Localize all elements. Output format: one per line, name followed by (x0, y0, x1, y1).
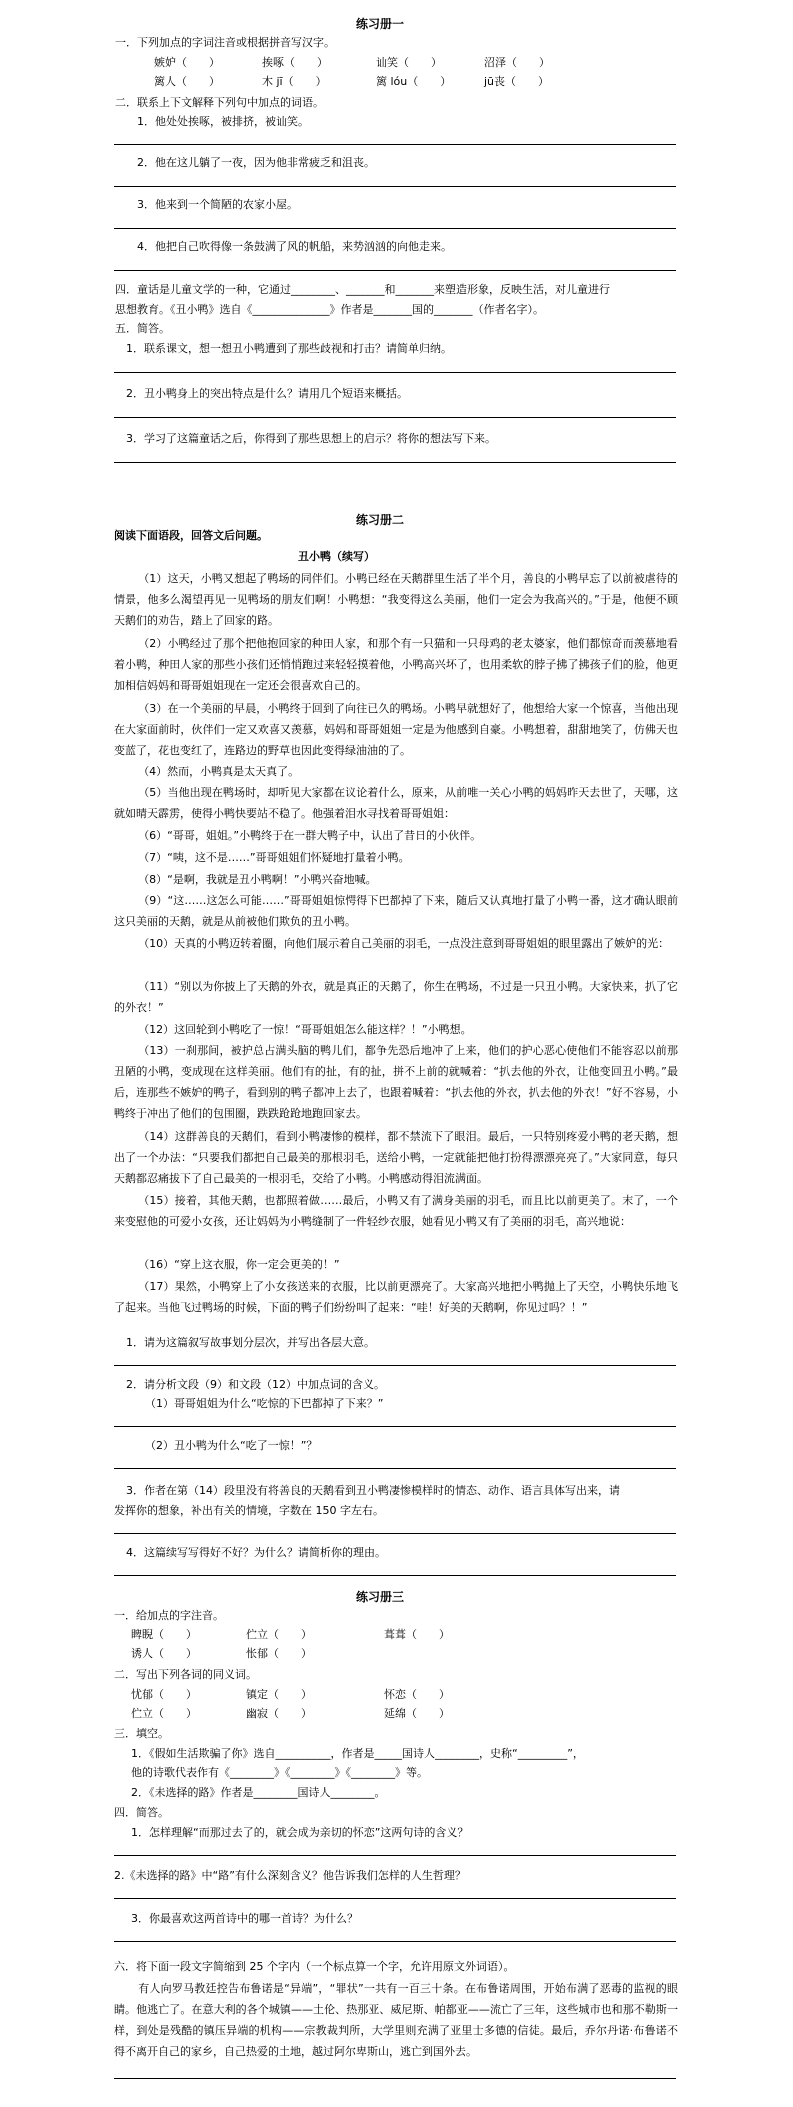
s3-q1-heading: 一．给加点的字注音。 (114, 1609, 224, 1622)
story-paragraph-4: （4）然而，小鸭真是太天真了。 (138, 765, 300, 778)
s2-q2-1: （1）哥哥姐姐为什么“吃惊的下巴都掉了下来？” (145, 1397, 384, 1410)
story-paragraph-10: （10）天真的小鸭迈转着圈，向他们展示着自己美丽的羽毛，一点没注意到哥哥姐姐的眼里露出了嫉妒的光： (138, 937, 670, 950)
story-paragraph-5: （5）当他出现在鸭场时，却听见大家都在议论着什么，原来，从前唯一关心小鸭的妈妈昨天去世了，天哪，这就如晴天霹雳，使得小鸭快要站不稳了。他强着泪水寻找着哥哥姐姐： (114, 786, 678, 820)
s1-q1-item: 篱人（ ） (154, 75, 220, 88)
s1-q2-4: 4．他把自己吹得像一条鼓满了风的帆船，来势汹汹的向他走来。 (137, 240, 452, 253)
s3-q6-heading: 六．将下面一段文字简缩到 25 个字内（一个标点算一个字，允许用原文外词语）。 (114, 1960, 515, 1973)
s2-q2-2: （2）丑小鸭为什么“吃了一惊！”？ (145, 1439, 318, 1452)
s3-q4-heading: 四．简答。 (114, 1806, 169, 1819)
story-paragraph-6: （6）“哥哥，姐姐。”小鸭终于在一群大鸭子中，认出了昔日的小伙伴。 (138, 829, 482, 842)
s1-q1-heading: 一．下列加点的字词注音或根据拼音写汉字。 (115, 36, 335, 49)
answer-line (114, 462, 676, 463)
s2-q2: 2．请分析文段（9）和文段（12）中加点词的含义。 (126, 1378, 385, 1391)
s3-q2-item: 伫立（ ） (131, 1707, 197, 1720)
s1-q1-item: 讪笑（ ） (376, 56, 442, 69)
s3-q3-2: 2．《未选择的路》作者是________国诗人________。 (131, 1786, 386, 1799)
s3-q1-item: 诱人（ ） (131, 1647, 197, 1660)
section2-title: 练习册二 (356, 513, 405, 527)
s3-q3-1b: 他的诗歌代表作有《________》《________》《________》等。 (131, 1766, 428, 1779)
s2-q4: 4．这篇续写写得好不好？为什么？请简析你的理由。 (126, 1546, 386, 1559)
s1-q4-line1: 四．童话是儿童文学的一种，它通过________、_______和_______来塑造形象，反映生活，对儿童进行 (115, 283, 610, 296)
story-paragraph-15: （15）接着，其他天鹅，也都照着做……最后，小鸭又有了满身美丽的羽毛，而且比以前更美了。末了，一个来变慰他的可爱小女孩，还让妈妈为小鸭缝制了一件轻纱衣服，她看见小鸭又有了美丽的羽毛，高兴地说： (114, 1194, 678, 1228)
s1-q5-1: 1．联系课文，想一想丑小鸭遭到了那些歧视和打击？请简单归纳。 (126, 342, 452, 355)
story-paragraph-7: （7）“咦，这不是……”哥哥姐姐们怀疑地打量着小鸭。 (138, 851, 410, 864)
s1-q2-3: 3．他来到一个简陋的农家小屋。 (137, 198, 298, 211)
answer-line (114, 270, 676, 271)
s1-q2-1: 1．他处处挨啄，被排挤，被讪笑。 (137, 115, 309, 128)
answer-line (114, 417, 676, 418)
answer-line (114, 1855, 676, 1856)
story-paragraph-9: （9）“这……这怎么可能……”哥哥姐姐惊愕得下巴都掉了下来，随后又认真地打量了小鸭一番，这才确认眼前这只美丽的天鹅，就是从前被他们欺负的丑小鸭。 (114, 894, 678, 928)
answer-line (114, 228, 676, 229)
section3-title: 练习册三 (356, 1590, 405, 1604)
s3-q4-3: 3．你最喜欢这两首诗中的哪一首诗？为什么？ (131, 1912, 358, 1925)
s3-q2-item: 怀恋（ ） (384, 1688, 450, 1701)
s1-q5-3: 3．学习了这篇童话之后，你得到了那些思想上的启示？将你的想法写下来。 (126, 432, 496, 445)
story-paragraph-17: （17）果然，小鸭穿上了小女孩送来的衣服，比以前更漂亮了。大家高兴地把小鸭抛上了天空，小鸭快乐地飞了起来。当他飞过鸭场的时候，下面的鸭子们纷纷叫了起来：“哇！好美的天鹅啊，你见过吗？！” (114, 1280, 678, 1314)
s2-q3-line2: 发挥你的想象，补出有关的情境，字数在 150 字左右。 (114, 1504, 384, 1517)
s2-q1: 1．请为这篇叙写故事划分层次，并写出各层大意。 (126, 1336, 375, 1349)
story-paragraph-14: （14）这群善良的天鹅们，看到小鸭凄惨的模样，都不禁流下了眼泪。最后，一只特别疼爱小鸭的老天鹅，想出了一个办法：“只要我们都把自己最美的那根羽毛，送给小鸭，一定就能把他打扮得漂漂亮亮了。”大家同意，每只天鹅都忍痛拔下了自己最美的一根羽毛，交给了小鸭。小鸭感动得泪流满面。 (114, 1130, 678, 1185)
s1-q2-2: 2．他在这儿躺了一夜，因为他非常疲乏和沮丧。 (137, 156, 375, 169)
answer-line (114, 186, 676, 187)
answer-line (114, 372, 676, 373)
s3-q4-1: 1．怎样理解“而那过去了的，就会成为亲切的怀恋”这两句诗的含义？ (131, 1826, 469, 1839)
answer-line (114, 2078, 676, 2079)
answer-line (114, 1533, 676, 1534)
answer-line (114, 1365, 676, 1366)
answer-line (114, 1575, 676, 1576)
s3-q1-item: 葺葺（ ） (384, 1628, 450, 1641)
s3-q3-1: 1．《假如生活欺骗了你》选自__________，作者是_____国诗人________，史称“_________”， (131, 1747, 584, 1760)
story-paragraph-2: （2）小鸭经过了那个把他抱回家的种田人家，和那个有一只猫和一只母鸡的老太婆家，他们都惊奇而羡慕地看着小鸭，种田人家的那些小孩们还悄悄跑过来轻轻摸着他，小鸭高兴坏了，也用柔软的脖子拂了拂孩子们的脸，他更加相信妈妈和哥哥姐姐现在一定还会很喜欢自己的。 (114, 637, 678, 692)
story-paragraph-8: （8）“是啊，我就是丑小鸭啊！”小鸭兴奋地喊。 (138, 873, 377, 886)
s1-q1-item: 木 jī（ ） (262, 75, 327, 88)
s3-q6-passage: 有人向罗马教廷控告布鲁诺是“异端”，“罪状”一共有一百三十条。在布鲁诺周围，开始布满了恶毒的监视的眼睛。他逃亡了。在意大利的各个城镇——土伦、热那亚、威尼斯、帕都亚——流亡了三年，这些城市也和那不勒斯一样，到处是残酷的镇压异端的机构——宗教裁判所，大学里则充满了亚里士多德的信徒。最后，乔尔丹诺·布鲁诺不得不离开自己的家乡，自己热爱的土地，越过阿尔卑斯山，逃亡到国外去。 (114, 1982, 678, 2058)
s3-q4-2: 2.《未选择的路》中“路”有什么深刻含义？他告诉我们怎样的人生哲理？ (114, 1869, 466, 1882)
s1-q1-item: 沼泽（ ） (484, 56, 550, 69)
s1-q1-item: 嫉妒（ ） (154, 56, 220, 69)
s1-q1-item: 挨啄（ ） (262, 56, 328, 69)
s2-instruction: 阅读下面语段，回答文后问题。 (114, 529, 268, 542)
s3-q2-item: 镇定（ ） (246, 1688, 312, 1701)
s3-q2-heading: 二．写出下列各词的同义词。 (114, 1668, 257, 1681)
story-title: 丑小鸭（续写） (298, 550, 375, 563)
answer-line (114, 144, 676, 145)
s3-q3-heading: 三．填空。 (114, 1727, 169, 1740)
story-paragraph-12: （12）这回轮到小鸭吃了一惊！“哥哥姐姐怎么能这样？！”小鸭想。 (138, 1023, 472, 1036)
s1-q1-item: 篱 lóu（ ） (376, 75, 452, 88)
s1-q4-line2: 思想教育。《丑小鸭》选自《______________》作者是_______国的_______（作者名字）。 (115, 303, 544, 316)
answer-line (114, 1468, 676, 1469)
answer-line (114, 1941, 676, 1942)
s3-q1-item: 伫立（ ） (246, 1628, 312, 1641)
story-paragraph-3: （3）在一个美丽的早晨，小鸭终于回到了向往已久的鸭场。小鸭早就想好了，他想给大家一个惊喜，当他出现在大家面前时，伙伴们一定又欢喜又羡慕，妈妈和哥哥姐姐一定是为他感到自豪。小鸭想着，甜甜地笑了，仿佛天也变蓝了，花也变红了，连路边的野草也因此变得绿油油的了。 (114, 702, 678, 757)
story-paragraph-1: （1）这天，小鸭又想起了鸭场的同伴们。小鸭已经在天鹅群里生活了半个月，善良的小鸭早忘了以前被虐待的情景，他多么渴望再见一见鸭场的朋友们啊！小鸭想：“我变得这么美丽，他们一定会为我高兴的。”于是，他便不顾天鹅们的劝告，踏上了回家的路。 (114, 572, 678, 627)
story-paragraph-11: （11）“别以为你披上了天鹅的外衣，就是真正的天鹅了，你生在鸭场，不过是一只丑小鸭。大家快来，扒了它的外衣！” (114, 980, 678, 1014)
s3-q2-item: 延绵（ ） (384, 1707, 450, 1720)
answer-line (114, 1426, 676, 1427)
section1-title: 练习册一 (356, 17, 405, 31)
s2-q3-line1: 3．作者在第（14）段里没有将善良的天鹅看到丑小鸭凄惨模样时的情态、动作、语言具体写出来，请 (126, 1484, 620, 1497)
s3-q2-item: 幽寂（ ） (246, 1707, 312, 1720)
s1-q5-heading: 五．简答。 (115, 322, 170, 335)
s3-q1-item: 怅郁（ ） (246, 1647, 312, 1660)
answer-line (114, 1898, 676, 1899)
story-paragraph-13: （13）一刹那间，被护总占满头脑的鸭儿们，都争先恐后地冲了上来，他们的护心恶心使他们不能容忍以前那丑陋的小鸭，变成现在这样美丽。他们有的扯，有的扯，拼不上前的就喊着：“扒去他的外衣，让他变回丑小鸭。”最后，连那些不嫉妒的鸭子，看到别的鸭子都冲上去了，也跟着喊着：“扒去他的外衣，扒去他的外衣！”好不容易，小鸭终于冲出了他们的包围圈，跌跌跄跄地跑回家去。 (114, 1044, 678, 1120)
s3-q1-item: 睥睨（ ） (131, 1628, 197, 1641)
s1-q2-heading: 二．联系上下文解释下列句中加点的词语。 (115, 96, 324, 109)
s1-q5-2: 2．丑小鸭身上的突出特点是什么？请用几个短语来概括。 (126, 387, 408, 400)
s1-q1-item: jū丧（ ） (484, 75, 550, 88)
s3-q2-item: 忧郁（ ） (131, 1688, 197, 1701)
story-paragraph-16: （16）“穿上这衣服，你一定会更美的！” (138, 1258, 340, 1271)
